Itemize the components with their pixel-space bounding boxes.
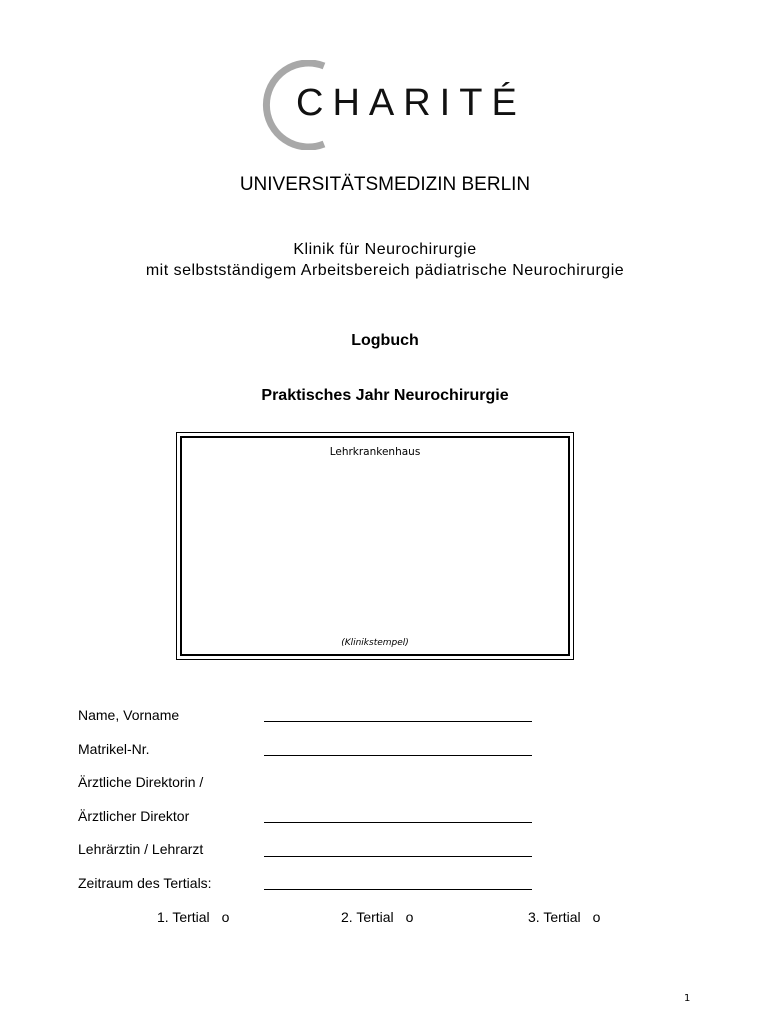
page-number: 1: [684, 993, 691, 1004]
zeitraum-field[interactable]: [264, 889, 532, 890]
lehrarzt-field[interactable]: [264, 856, 532, 857]
stamp-box-inner-border: [180, 436, 570, 656]
clinic-subtitle: mit selbstständigem Arbeitsbereich pädiatrische Neurochirurgie: [145, 262, 625, 279]
tertial-3-label: 3. Tertial: [528, 909, 581, 925]
tertial-2-checkbox[interactable]: o: [405, 909, 414, 925]
field-label-direktorin: Ärztliche Direktorin /: [78, 774, 204, 790]
field-label-zeitraum: Zeitraum des Tertials:: [78, 875, 212, 891]
clinic-name: Klinik für Neurochirurgie: [293, 241, 477, 258]
tertial-1-option[interactable]: [157, 909, 229, 925]
matrikel-field[interactable]: [264, 755, 532, 756]
logo-text: CHARITÉ: [296, 82, 526, 124]
tertial-1-checkbox[interactable]: o: [221, 909, 230, 925]
charite-logo: [262, 60, 526, 150]
tertial-2-label: 2. Tertial: [341, 909, 394, 925]
university-name: UNIVERSITÄTSMEDIZIN BERLIN: [239, 174, 531, 195]
tertial-3-checkbox[interactable]: o: [592, 909, 601, 925]
tertial-3-option[interactable]: [528, 909, 600, 925]
direktor-field[interactable]: [264, 822, 532, 823]
stamp-box-caption: (Klinikstempel): [341, 638, 409, 648]
stamp-box-label: Lehrkrankenhaus: [329, 446, 421, 458]
field-label-lehrarzt: Lehrärztin / Lehrarzt: [78, 841, 204, 857]
field-label-matrikel: Matrikel-Nr.: [78, 741, 150, 757]
field-label-name: Name, Vorname: [78, 707, 180, 723]
name-field[interactable]: [264, 721, 532, 722]
stamp-box: [176, 432, 574, 660]
document-subtitle: Praktisches Jahr Neurochirurgie: [261, 387, 509, 404]
tertial-1-label: 1. Tertial: [157, 909, 210, 925]
document-title: Logbuch: [351, 332, 419, 349]
field-label-direktor: Ärztlicher Direktor: [78, 808, 190, 824]
tertial-2-option[interactable]: [341, 909, 413, 925]
